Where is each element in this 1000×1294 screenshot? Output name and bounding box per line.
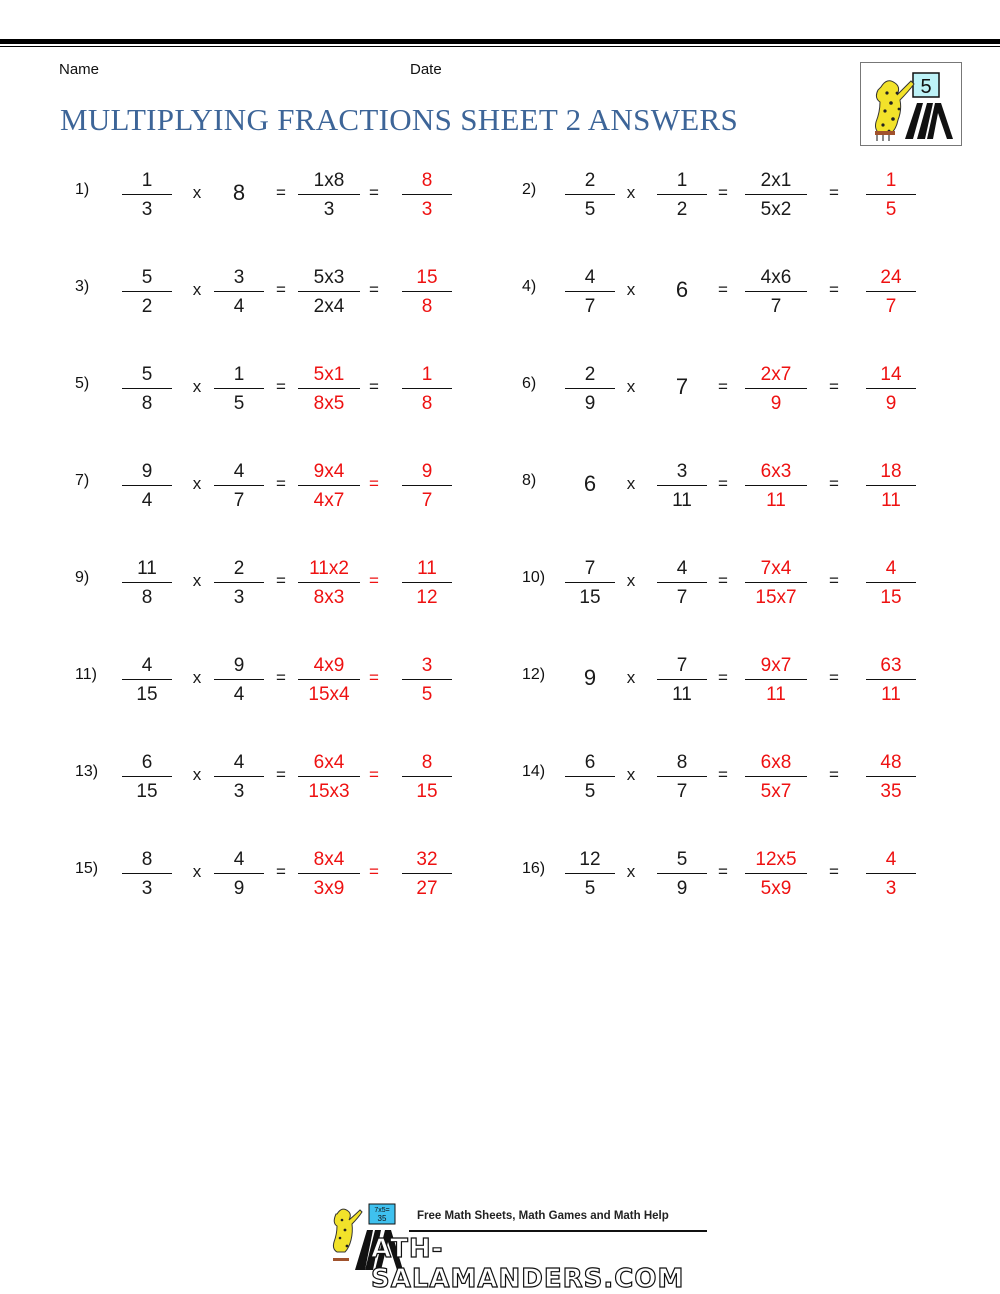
problem-number: 10) [522,569,546,586]
operand-b-numerator: 1 [676,170,688,191]
answer-denominator: 9 [885,393,897,414]
answer-denominator: 12 [416,587,438,608]
working-step [745,167,807,222]
problem-number: 2) [522,181,537,198]
operand-b-denominator: 2 [676,199,688,220]
working-step-numerator: 9x7 [760,655,792,676]
times-sign: x [626,474,636,493]
answer-numerator: 15 [416,267,438,288]
working-step-denominator: 15x3 [308,781,350,802]
working-step-numerator: 6x4 [313,752,345,773]
equals-sign: = [369,474,379,493]
answer-denominator: 11 [881,684,901,705]
answer-denominator: 7 [421,490,433,511]
operand-b-denominator: 7 [233,490,245,511]
name-label: Name [59,61,100,78]
top-rule-thick [0,39,1000,44]
problem-number: 5) [75,375,90,392]
answer [866,361,916,416]
problem-number: 13) [75,763,99,780]
working-step-numerator: 1x8 [313,170,345,191]
operand-b [657,846,707,901]
equals-sign: = [718,862,728,881]
footer-divider [409,1230,707,1232]
answer-denominator: 5 [885,199,897,220]
operand-a-numerator: 4 [584,267,596,288]
times-sign: x [192,280,202,299]
times-sign: x [626,571,636,590]
operand-b-denominator: 4 [233,684,245,705]
logo-badge: 5 [920,76,932,98]
answer-numerator: 11 [417,558,437,579]
footer-brand: ATH-SALAMANDERS.COM [371,1234,685,1294]
times-sign: x [192,377,202,396]
equals-sign: = [718,474,728,493]
operand-b [657,458,707,513]
equals-sign: = [718,668,728,687]
working-step-numerator: 12x5 [755,849,797,870]
svg-text:35: 35 [377,1214,387,1223]
working-step-numerator: 8x4 [313,849,345,870]
working-step-denominator: 15x4 [308,684,350,705]
equals-sign: = [369,668,379,687]
answer-numerator: 24 [880,267,902,288]
operand-b-whole: 6 [675,277,689,302]
equals-sign: = [829,377,839,396]
operand-a-numerator: 12 [579,849,601,870]
operand-a-denominator: 3 [141,878,153,899]
working-step-denominator: 4x7 [313,490,345,511]
operand-b-numerator: 4 [233,461,245,482]
times-sign: x [626,280,636,299]
equals-sign: = [369,280,379,299]
working-step-numerator: 6x3 [760,461,792,482]
operand-a-numerator: 11 [137,558,157,579]
answer [866,458,916,513]
operand-b-whole: 7 [675,374,689,399]
working-step-numerator: 2x1 [760,170,792,191]
page-title: MULTIPLYING FRACTIONS SHEET 2 ANSWERS [60,102,739,137]
operand-b-denominator: 9 [676,878,688,899]
working-step [745,458,807,513]
operand-b-numerator: 4 [233,752,245,773]
operand-b-numerator: 2 [233,558,245,579]
equals-sign: = [829,765,839,784]
operand-a-denominator: 7 [584,296,596,317]
working-step-numerator: 4x6 [760,267,792,288]
working-step [745,555,807,610]
operand-b-numerator: 3 [676,461,688,482]
working-step-denominator: 5x7 [760,781,792,802]
operand-a-numerator: 1 [141,170,153,191]
working-step-numerator: 5x3 [313,267,345,288]
equals-sign: = [276,765,286,784]
working-step-numerator: 2x7 [760,364,792,385]
answer-numerator: 9 [421,461,433,482]
answer-denominator: 3 [421,199,433,220]
answer [866,264,916,319]
operand-a [565,167,615,222]
operand-a-numerator: 6 [584,752,596,773]
operand-b-numerator: 8 [676,752,688,773]
operand-b-denominator: 11 [672,490,692,511]
answer [866,846,916,901]
answer [866,555,916,610]
equals-sign: = [829,862,839,881]
operand-b-numerator: 4 [233,849,245,870]
operand-a-denominator: 3 [141,199,153,220]
equals-sign: = [829,183,839,202]
operand-b-numerator: 4 [676,558,688,579]
operand-a-numerator: 6 [141,752,153,773]
operand-b [657,167,707,222]
operand-a-denominator: 5 [584,878,596,899]
answer-denominator: 3 [885,878,897,899]
operand-a-denominator: 5 [584,199,596,220]
operand-a [565,555,615,610]
times-sign: x [192,765,202,784]
operand-a-denominator: 5 [584,781,596,802]
answer-denominator: 27 [416,878,438,899]
salamander-easel-icon [861,63,961,145]
answer [866,167,916,222]
operand-a [565,361,615,416]
answer-numerator: 14 [880,364,902,385]
times-sign: x [626,377,636,396]
working-step-denominator: 11 [766,684,786,705]
operand-b-numerator: 9 [233,655,245,676]
equals-sign: = [718,571,728,590]
answer-denominator: 5 [421,684,433,705]
times-sign: x [192,668,202,687]
equals-sign: = [369,377,379,396]
operand-a-denominator: 9 [584,393,596,414]
equals-sign: = [718,377,728,396]
equals-sign: = [276,183,286,202]
operand-b-denominator: 3 [233,587,245,608]
operand-a-numerator: 7 [584,558,596,579]
answer-numerator: 32 [416,849,438,870]
operand-a-numerator: 5 [141,364,153,385]
times-sign: x [626,183,636,202]
equals-sign: = [369,862,379,881]
equals-sign: = [276,571,286,590]
operand-a-denominator: 15 [579,587,601,608]
working-step-numerator: 4x9 [313,655,345,676]
times-sign: x [626,765,636,784]
problem-6 [0,361,1000,421]
times-sign: x [192,183,202,202]
working-step-denominator: 8x3 [313,587,345,608]
equals-sign: = [829,474,839,493]
operand-a [565,846,615,901]
operand-b-whole: 8 [232,180,246,205]
problem-number: 3) [75,278,90,295]
answer-denominator: 11 [881,490,901,511]
equals-sign: = [718,183,728,202]
problem-number: 6) [522,375,537,392]
answer-denominator: 35 [880,781,902,802]
problem-number: 12) [522,666,546,683]
date-label: Date [410,61,442,78]
working-step-numerator: 6x8 [760,752,792,773]
equals-sign: = [829,571,839,590]
operand-a-denominator: 8 [141,393,153,414]
operand-a-denominator: 15 [136,684,158,705]
equals-sign: = [829,668,839,687]
answer-numerator: 1 [421,364,433,385]
operand-b-numerator: 1 [233,364,245,385]
working-step-denominator: 5x9 [760,878,792,899]
operand-b-denominator: 7 [676,587,688,608]
working-step-denominator: 11 [766,490,786,511]
operand-a [565,264,615,319]
answer-numerator: 1 [885,170,897,191]
working-step [745,846,807,901]
answer-denominator: 8 [421,393,433,414]
equals-sign: = [369,183,379,202]
working-step-numerator: 7x4 [760,558,792,579]
working-step-denominator: 3 [323,199,335,220]
answer-numerator: 63 [880,655,902,676]
times-sign: x [192,862,202,881]
problem-number: 1) [75,181,90,198]
operand-a-numerator: 4 [141,655,153,676]
salamander-logo [860,62,962,146]
operand-a-denominator: 4 [141,490,153,511]
footer-logo [325,1200,710,1294]
problem-number: 4) [522,278,537,295]
problem-number: 15) [75,860,99,877]
operand-a-denominator: 2 [141,296,153,317]
working-step-denominator: 3x9 [313,878,345,899]
operand-b-denominator: 5 [233,393,245,414]
problem-number: 11) [75,666,97,683]
operand-a-whole: 9 [583,665,597,690]
operand-b-numerator: 3 [233,267,245,288]
equals-sign: = [276,474,286,493]
operand-b-denominator: 11 [672,684,692,705]
equals-sign: = [718,765,728,784]
problem-8 [0,458,1000,518]
operand-b-numerator: 7 [676,655,688,676]
operand-b-denominator: 9 [233,878,245,899]
working-step-numerator: 9x4 [313,461,345,482]
answer-numerator: 4 [885,849,897,870]
problem-number: 8) [522,472,537,489]
times-sign: x [626,862,636,881]
equals-sign: = [276,377,286,396]
working-step [745,361,807,416]
answer-numerator: 3 [421,655,433,676]
operand-a-whole: 6 [583,471,597,496]
problem-14 [0,749,1000,809]
problem-4 [0,264,1000,324]
answer-denominator: 15 [416,781,438,802]
equals-sign: = [276,668,286,687]
problem-10 [0,555,1000,615]
working-step [745,264,807,319]
equals-sign: = [369,571,379,590]
operand-a-numerator: 8 [141,849,153,870]
operand-a-numerator: 5 [141,267,153,288]
operand-b-denominator: 7 [676,781,688,802]
operand-a-denominator: 8 [141,587,153,608]
operand-b [657,749,707,804]
working-step-denominator: 2x4 [313,296,345,317]
answer-denominator: 8 [421,296,433,317]
top-rule-thin [0,46,1000,47]
equals-sign: = [369,765,379,784]
answer [866,652,916,707]
times-sign: x [192,474,202,493]
equals-sign: = [829,280,839,299]
problem-number: 9) [75,569,90,586]
problem-12 [0,652,1000,712]
equals-sign: = [276,862,286,881]
problem-number: 16) [522,860,546,877]
operand-b-numerator: 5 [676,849,688,870]
working-step-denominator: 15x7 [755,587,797,608]
equals-sign: = [276,280,286,299]
operand-b [657,652,707,707]
working-step-denominator: 7 [770,296,782,317]
problem-number: 14) [522,763,546,780]
operand-a-denominator: 15 [136,781,158,802]
working-step-denominator: 9 [770,393,782,414]
operand-b-denominator: 4 [233,296,245,317]
working-step [745,749,807,804]
problem-number: 7) [75,472,90,489]
problem-16 [0,846,1000,906]
answer-denominator: 15 [880,587,902,608]
answer-numerator: 8 [421,752,433,773]
working-step-denominator: 5x2 [760,199,792,220]
operand-a-numerator: 9 [141,461,153,482]
operand-a [565,749,615,804]
operand-b [657,555,707,610]
times-sign: x [192,571,202,590]
svg-text:7x5=: 7x5= [374,1207,390,1214]
working-step-numerator: 11x2 [309,558,349,579]
operand-a-numerator: 2 [584,364,596,385]
answer-numerator: 48 [880,752,902,773]
working-step [745,652,807,707]
answer-denominator: 7 [885,296,897,317]
answer-numerator: 8 [421,170,433,191]
working-step-numerator: 5x1 [313,364,345,385]
working-step-denominator: 8x5 [313,393,345,414]
operand-b-denominator: 3 [233,781,245,802]
answer-numerator: 4 [885,558,897,579]
answer-numerator: 18 [880,461,902,482]
equals-sign: = [718,280,728,299]
times-sign: x [626,668,636,687]
operand-a-numerator: 2 [584,170,596,191]
problem-2 [0,167,1000,227]
answer [866,749,916,804]
footer-tagline: Free Math Sheets, Math Games and Math Help [417,1210,669,1222]
